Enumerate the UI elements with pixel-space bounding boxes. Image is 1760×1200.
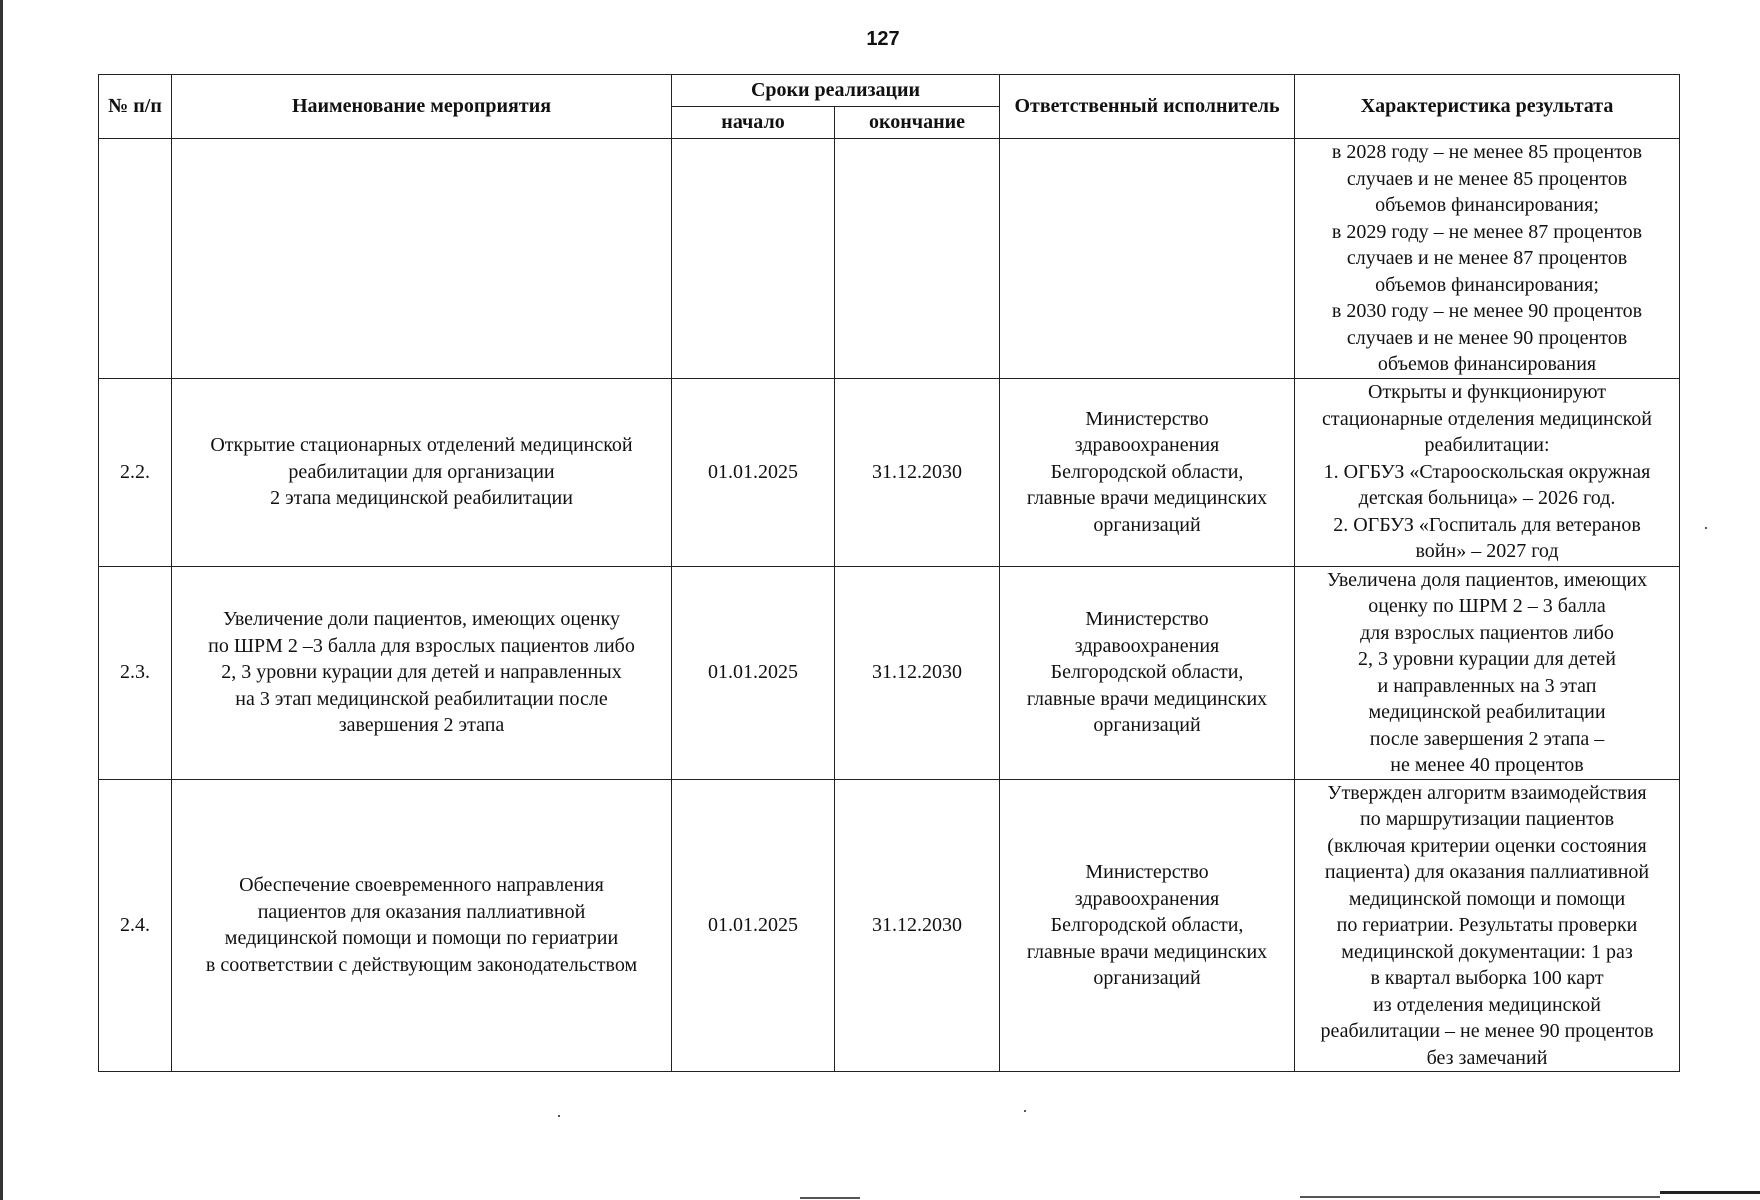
cell-result-line: в квартал выборка 100 карт [1370,967,1604,989]
cell-result-line: пациента) для оказания паллиативной [1324,861,1650,883]
cell-responsible-line: главные врачи медицинских [1026,687,1268,710]
cell-result-line: (включая критерии оценки состояния [1327,834,1647,857]
cell-name-line: реабилитации для организации [288,460,555,483]
header-end: окончание [835,107,1000,139]
cell-result-line: 2. ОГБУЗ «Госпиталь для ветеранов [1333,513,1641,536]
table-row [99,566,1680,779]
cell-responsible-line: здравоохранения [1074,434,1220,457]
cell-name [172,378,672,566]
table-row [99,779,1680,1072]
cell-result-line: по маршрутизации пациентов [1359,808,1615,830]
cell-result-line: случаев и не менее 85 процентов [1346,167,1628,190]
cell-responsible-line: здравоохранения [1074,634,1220,657]
scan-speck [558,1115,560,1117]
scan-speck [1024,1110,1026,1112]
cell-result-line: Открыты и функционируют [1367,381,1607,404]
cell-name-line: 2, 3 уровни курации для детей и направленных [221,661,622,684]
cell-responsible-line: Белгородской области, [1050,460,1244,483]
cell-start: 01.01.2025 [672,779,835,1072]
header-responsible: Ответственный исполнитель [1000,75,1295,139]
cell-result-line: медицинской реабилитации [1368,701,1606,723]
header-num: № п/п [99,75,172,139]
cell-result-line: случаев и не менее 90 процентов [1346,326,1628,349]
cell-result-line: медицинской помощи и помощи [1348,887,1626,910]
page-number: 127 [866,28,900,50]
cell-responsible-line: главные врачи медицинских [1026,940,1268,963]
cell-end: 31.12.2030 [835,378,1000,566]
cell-result-line: войн» – 2027 год [1415,540,1559,563]
cell-responsible-line: здравоохранения [1074,887,1220,910]
scan-left-edge [0,0,3,1200]
scan-bottom-mark [800,1197,860,1199]
cell-name [172,566,672,779]
cell-responsible-line: организаций [1093,513,1201,536]
cell-result-line: 2, 3 уровни курации для детей [1358,648,1617,670]
cell-result-line: объемов финансирования [1377,353,1597,375]
measures-table [98,74,1680,1072]
cell-responsible-line: Белгородской области, [1050,914,1244,936]
cell-name [172,779,672,1072]
cell-name-line: в соответствии с действующим законодательством [205,953,638,976]
cell-name-line: Открытие стационарных отделений медицинской [210,434,633,457]
cell-end [835,139,1000,379]
cell-responsible-line: Министерство [1085,407,1209,430]
header-start: начало [672,107,835,139]
cell-result-line: для взрослых пациентов либо [1360,621,1614,644]
cell-result-line: объемов финансирования; [1375,194,1599,216]
cell-name-line: Обеспечение своевременного направления [239,874,604,897]
cell-num: 2.4. [99,779,172,1072]
cell-result-line: в 2029 году – не менее 87 процентов [1331,220,1643,243]
cell-name-line: медицинской помощи и помощи по гериатрии [224,927,619,950]
cell-name-line: на 3 этап медицинской реабилитации после [235,687,608,710]
cell-result-line: после завершения 2 этапа – [1369,727,1605,750]
scan-bottom-mark [1300,1196,1660,1198]
cell-name-line: Увеличение доли пациентов, имеющих оценку [222,608,621,631]
cell-result [1295,139,1680,379]
cell-result-line: реабилитации – не менее 90 процентов [1320,1020,1654,1042]
cell-end: 31.12.2030 [835,779,1000,1072]
cell-start [672,139,835,379]
cell-start: 01.01.2025 [672,378,835,566]
cell-num: 2.2. [99,378,172,566]
cell-result-line: оценку по ШРМ 2 – 3 балла [1368,595,1606,617]
cell-result [1295,566,1680,779]
cell-responsible [1000,378,1295,566]
cell-responsible-line: Министерство [1085,861,1209,883]
cell-result-line: по гериатрии. Результаты проверки [1336,914,1638,936]
cell-responsible-line: главные врачи медицинских [1026,487,1268,510]
cell-result [1295,779,1680,1072]
table-row [99,139,1680,379]
cell-responsible [1000,779,1295,1072]
cell-result-line: стационарные отделения медицинской [1322,407,1653,430]
cell-result-line: и направленных на 3 этап [1377,674,1597,697]
scan-bottom-mark [1660,1191,1760,1194]
cell-result-line: детская больница» – 2026 год. [1358,487,1616,510]
cell-responsible-line: Министерство [1085,608,1209,631]
cell-result-line: реабилитации: [1424,434,1550,457]
table-body [99,139,1680,1072]
cell-result-line: не менее 40 процентов [1390,754,1584,776]
header-result: Характеристика результата [1295,75,1680,139]
cell-num: 2.3. [99,566,172,779]
cell-result-line: в 2028 году – не менее 85 процентов [1331,141,1643,163]
cell-responsible-line: Белгородской области, [1050,661,1244,684]
cell-result-line: Утвержден алгоритм взаимодействия [1327,781,1647,804]
cell-result-line: 1. ОГБУЗ «Старооскольская окружная [1323,460,1651,483]
scan-speck [1705,527,1707,529]
cell-name-line: пациентов для оказания паллиативной [257,900,586,923]
header-name: Наименование мероприятия [172,75,672,139]
cell-name-line: по ШРМ 2 –3 балла для взрослых пациентов либо [208,634,635,657]
cell-result-line: объемов финансирования; [1375,273,1599,296]
header-row-1 [99,75,1680,107]
cell-result-line: медицинской документации: 1 раз [1341,940,1633,963]
cell-result-line: из отделения медицинской [1373,993,1601,1016]
cell-result-line: без замечаний [1426,1046,1548,1069]
cell-responsible-line: организаций [1093,967,1201,989]
cell-result-line: в 2030 году – не менее 90 процентов [1331,300,1643,322]
cell-result-line: Увеличена доля пациентов, имеющих [1326,568,1648,591]
cell-end: 31.12.2030 [835,566,1000,779]
cell-name-line: завершения 2 этапа [338,714,505,737]
cell-responsible [1000,139,1295,379]
cell-result [1295,378,1680,566]
table-row [99,378,1680,566]
cell-num [99,139,172,379]
header-terms: Сроки реализации [672,75,1000,107]
cell-start: 01.01.2025 [672,566,835,779]
cell-result-line: случаев и не менее 87 процентов [1346,247,1628,269]
cell-responsible [1000,566,1295,779]
cell-name [172,139,672,379]
cell-responsible-line: организаций [1093,714,1201,737]
cell-name-line: 2 этапа медицинской реабилитации [270,487,573,510]
